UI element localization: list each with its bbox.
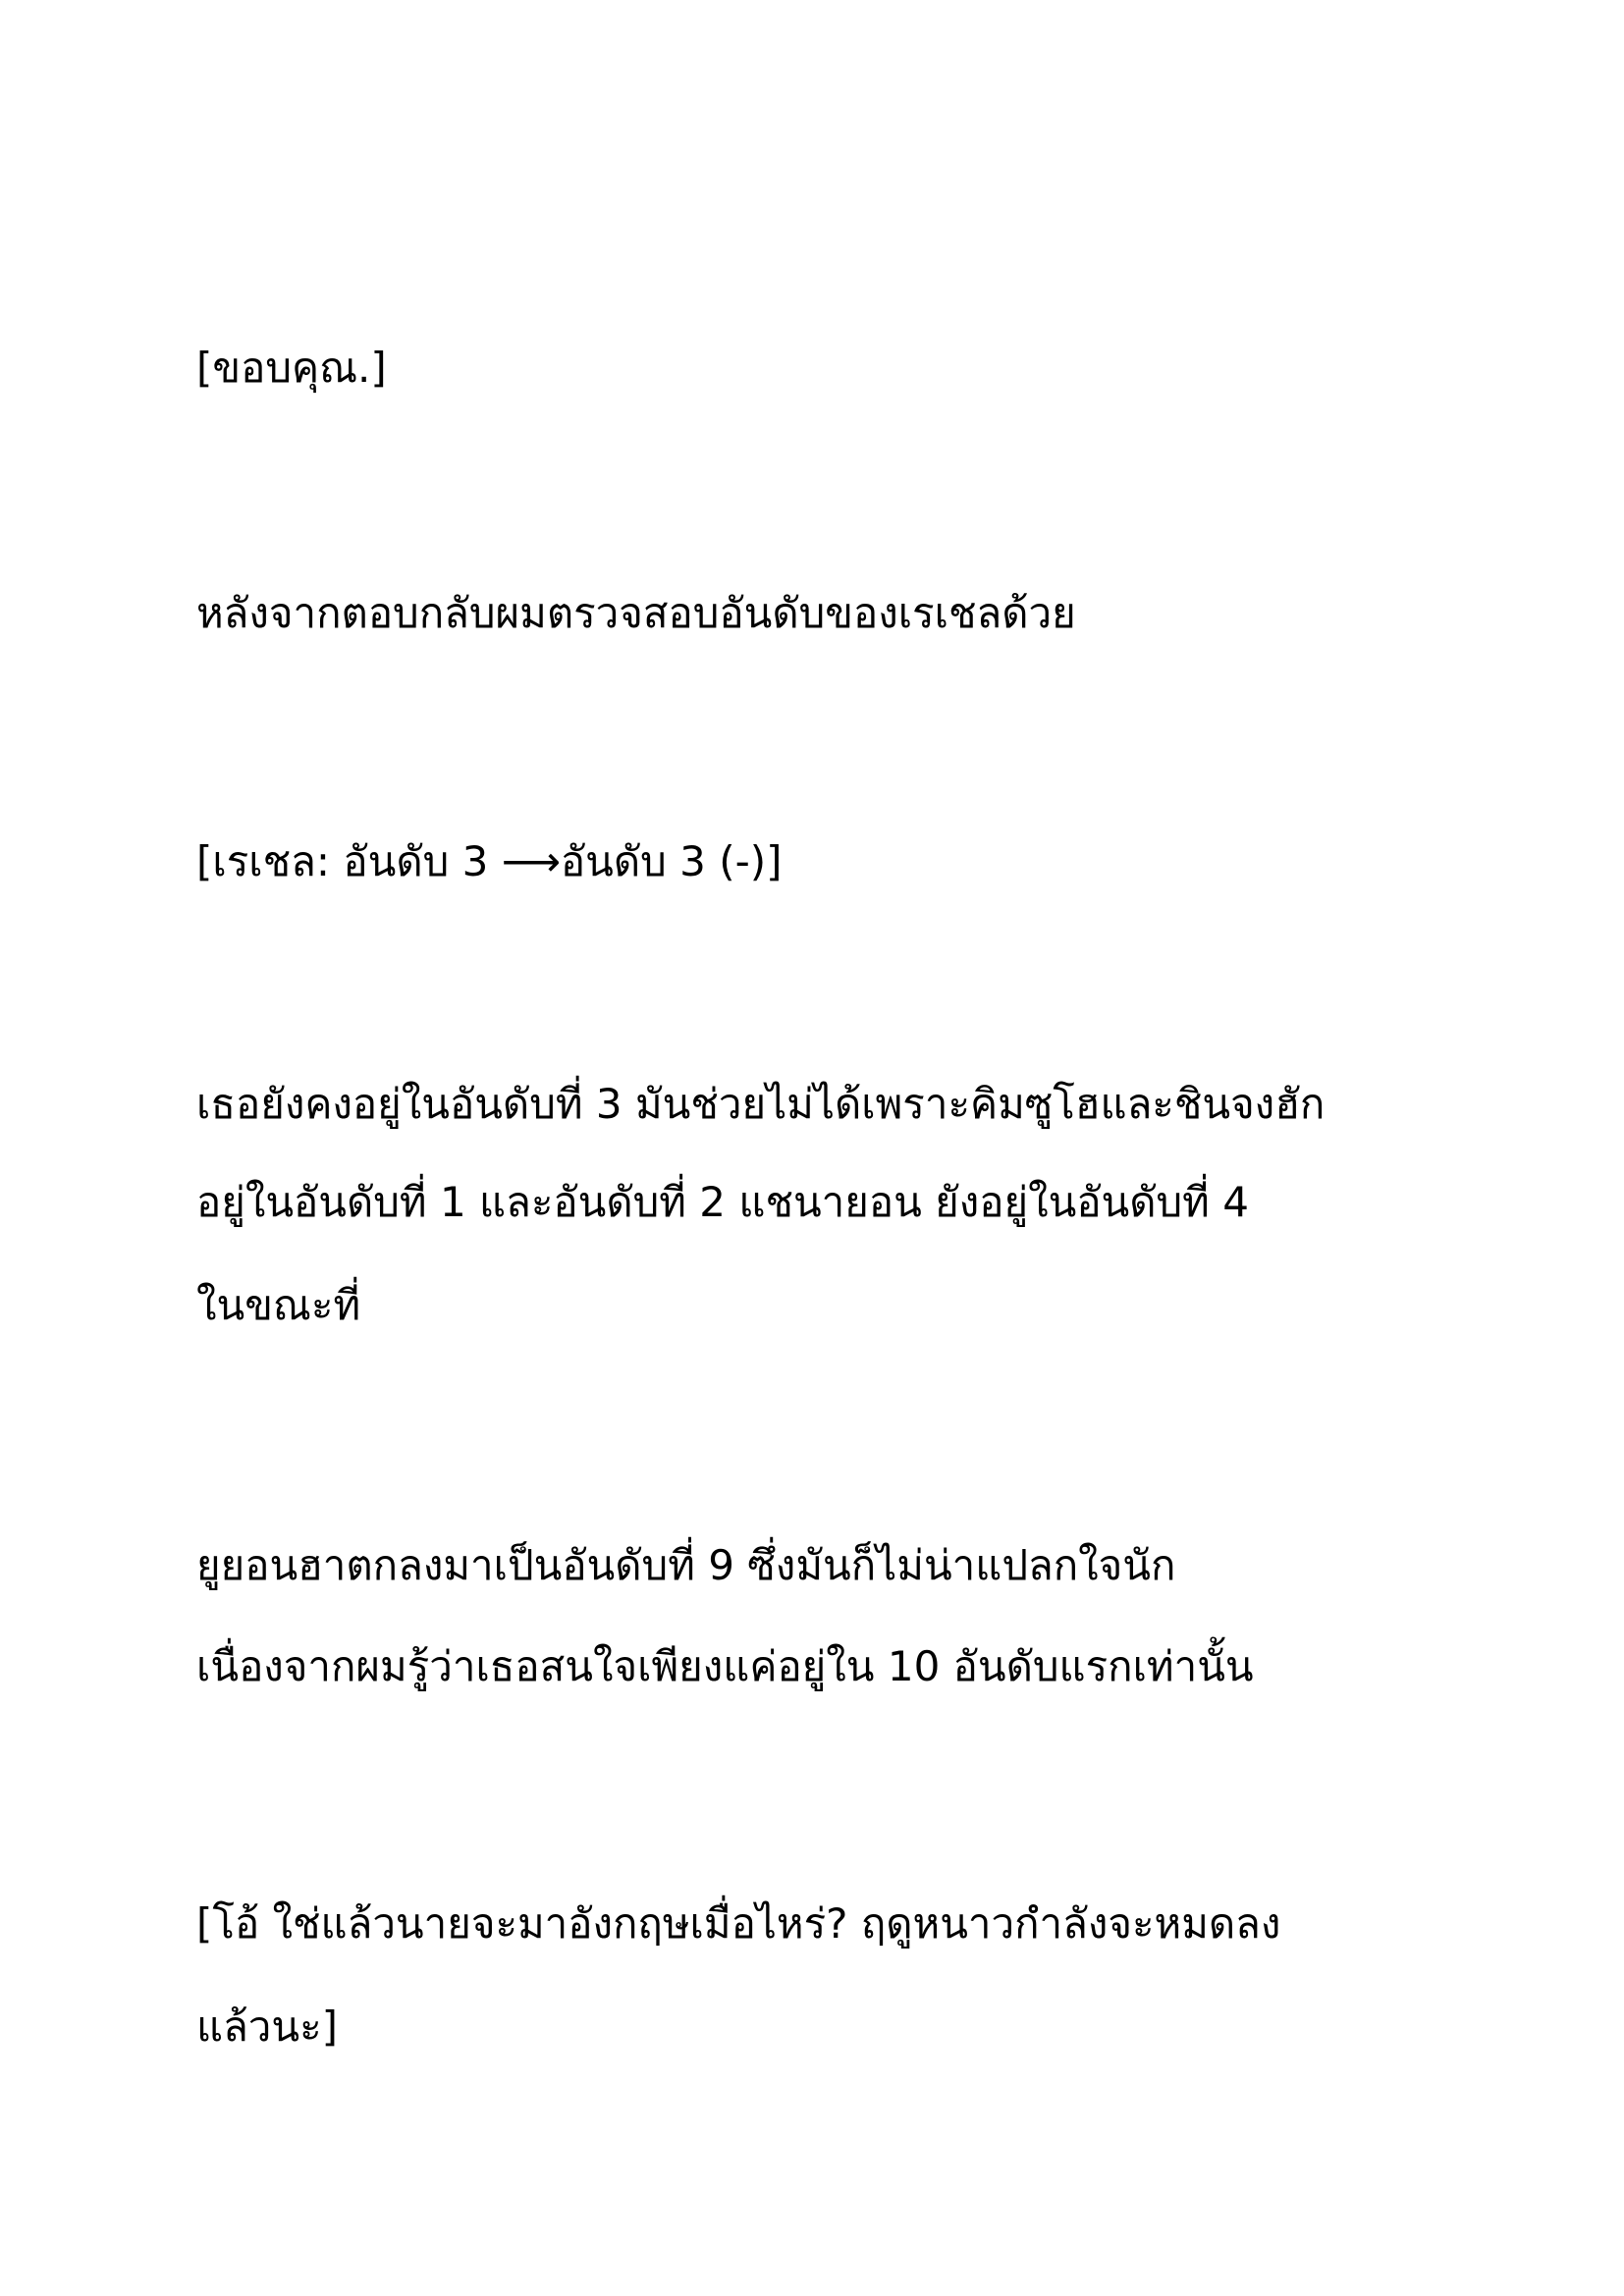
paragraph-yuyeonha-line-2: เนื่องจากผมรู้ว่าเธอสนใจเพียงแค่อยู่ใน 10 อันดับแรกเท่านั้น [196,1642,1254,1690]
paragraph-rank-line-1: เธอยังคงอยู่ในอันดับที่ 3 มันช่วยไม่ได้เพราะคิมซูโฮและชินจงฮัก [196,1080,1326,1128]
message-england-line-1: [โอ้ ใช่แล้วนายจะมาอังกฤษเมื่อไหร่? ฤดูหนาวกำลังจะหมดลง [196,1899,1281,1948]
message-england-line-2: แล้วนะ] [196,2002,339,2051]
thank-you-message: [ขอบคุณ.] [196,344,387,392]
narration-check-rank: หลังจากตอบกลับผมตรวจสอบอันดับของเรเชลด้วย [196,589,1076,637]
rachel-rank-status: [เรเชล: อันดับ 3 ⟶อันดับ 3 (-)] [196,837,783,885]
paragraph-yuyeonha-line-1: ยูยอนฮาตกลงมาเป็นอันดับที่ 9 ซึ่งมันก็ไม่น่าแปลกใจนัก [196,1541,1176,1589]
paragraph-rank-line-2: อยู่ในอันดับที่ 1 และอันดับที่ 2 แชนายอน ยังอยู่ในอันดับที่ 4 [196,1178,1249,1226]
paragraph-rank-line-3: ในขณะที่ [196,1281,361,1329]
